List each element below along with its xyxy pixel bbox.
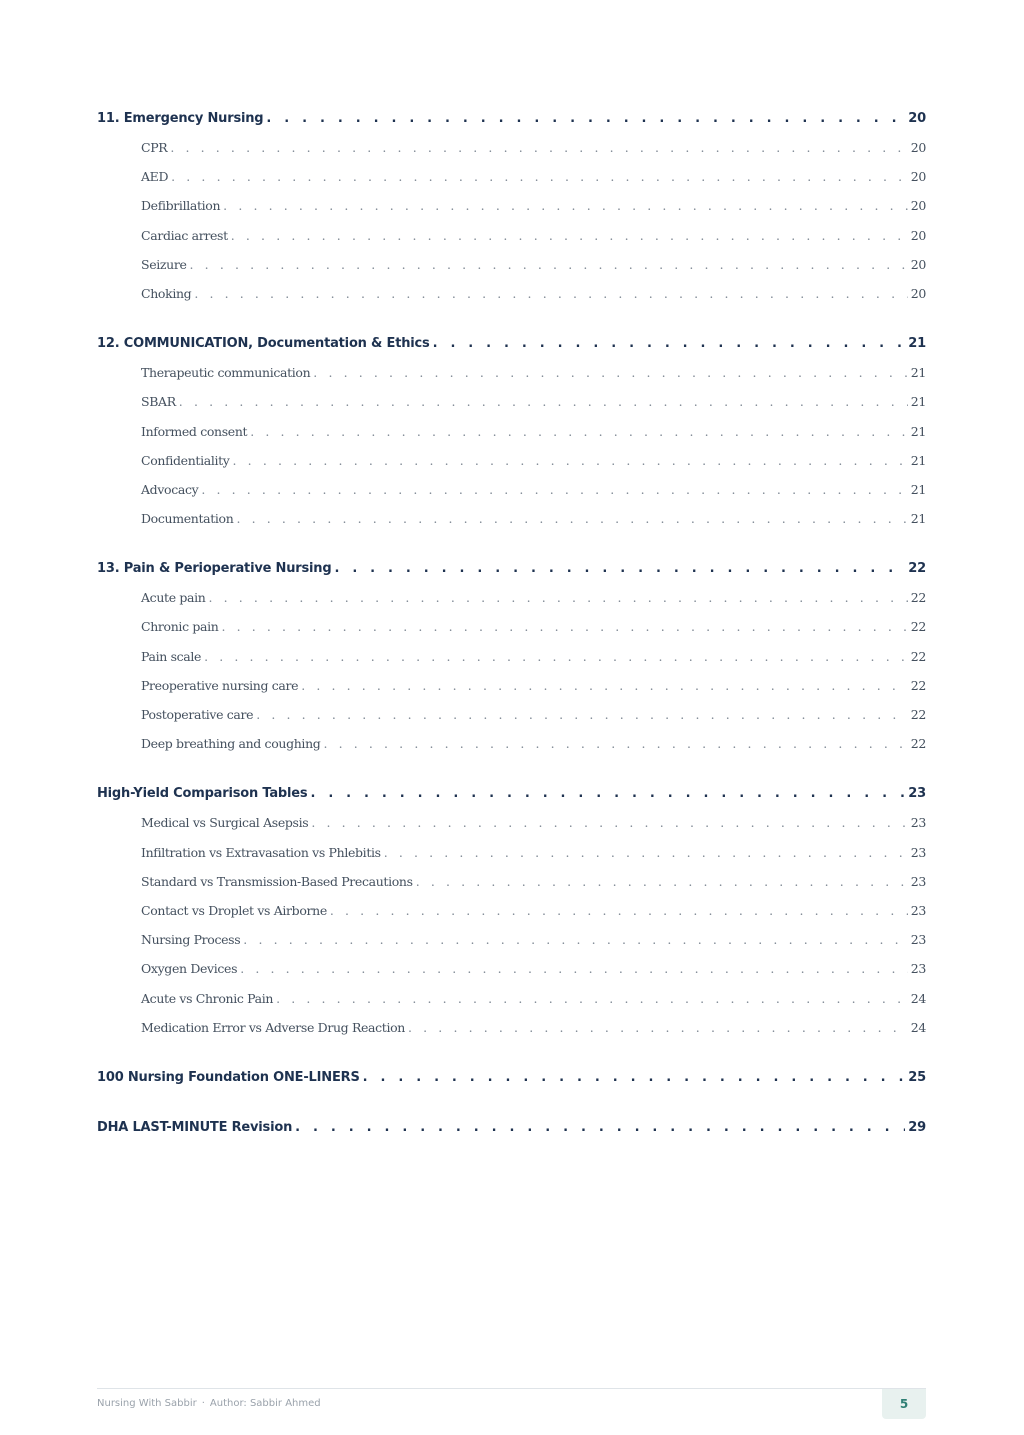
toc-section-heading-page-number: 29 <box>908 1119 926 1135</box>
toc-entry[interactable] <box>97 387 926 416</box>
toc-entry-title: Defibrillation <box>141 198 221 214</box>
dot-leader <box>171 162 908 191</box>
toc-entry-title: CPR <box>141 140 168 155</box>
toc-entry-title: SBAR <box>141 394 176 410</box>
toc-section-heading[interactable] <box>97 104 926 133</box>
toc-entry[interactable] <box>97 504 926 533</box>
toc-entry-page-number: 21 <box>910 365 926 381</box>
toc-entry[interactable] <box>97 612 926 641</box>
footer-text <box>97 1398 321 1409</box>
toc-section-heading[interactable] <box>97 1063 926 1092</box>
toc-entry-title: Seizure <box>141 256 187 272</box>
table-of-contents <box>97 104 926 1163</box>
toc-section-heading[interactable] <box>97 779 926 808</box>
toc-entry-page-number: 20 <box>910 285 926 301</box>
dot-leader <box>334 554 905 583</box>
toc-entry[interactable] <box>97 838 926 867</box>
dot-leader <box>295 1113 905 1142</box>
toc-entry-title: Advocacy <box>141 481 199 497</box>
dot-leader <box>266 104 905 133</box>
toc-entry[interactable] <box>97 984 926 1013</box>
toc-entry-title: Preoperative nursing care <box>141 677 299 693</box>
dot-leader <box>190 250 908 279</box>
dot-leader <box>194 279 907 308</box>
toc-section-heading-title: 100 Nursing Foundation ONE-LINERS <box>97 1069 360 1085</box>
dot-leader <box>223 191 908 220</box>
toc-entry-page-number: 24 <box>910 990 926 1006</box>
toc-entry-page-number: 20 <box>910 198 926 214</box>
toc-entry-page-number: 23 <box>910 815 926 831</box>
dot-leader <box>231 221 908 250</box>
toc-entry[interactable] <box>97 896 926 925</box>
toc-entry-page-number: 22 <box>910 677 926 693</box>
toc-entry-title: Pain scale <box>141 648 202 664</box>
toc-entry-title: Standard vs Transmission-Based Precautions <box>141 873 413 889</box>
toc-entry-title: Documentation <box>141 511 234 527</box>
toc-entry-title: Cardiac arrest <box>141 227 228 243</box>
dot-leader <box>179 387 908 416</box>
toc-entry[interactable] <box>97 867 926 896</box>
toc-section <box>97 104 926 308</box>
dot-leader <box>276 984 908 1013</box>
toc-entry[interactable] <box>97 417 926 446</box>
toc-entry-title: Contact vs Droplet vs Airborne <box>141 902 327 918</box>
toc-entry-title: Confidentiality <box>141 452 230 468</box>
toc-entry[interactable] <box>97 808 926 837</box>
toc-entry[interactable] <box>97 446 926 475</box>
toc-section-heading-page-number: 21 <box>908 336 926 352</box>
toc-entry[interactable] <box>97 475 926 504</box>
toc-section <box>97 329 926 533</box>
toc-entry-page-number: 21 <box>910 423 926 439</box>
toc-entry[interactable] <box>97 250 926 279</box>
toc-entry-page-number: 24 <box>910 1019 926 1035</box>
toc-entry[interactable] <box>97 925 926 954</box>
dot-leader <box>301 671 908 700</box>
toc-entry[interactable] <box>97 133 926 162</box>
page-number-badge: 5 <box>882 1389 926 1419</box>
toc-entry[interactable] <box>97 279 926 308</box>
toc-entry-page-number: 22 <box>910 736 926 752</box>
toc-entry[interactable] <box>97 191 926 220</box>
footer-separator: · <box>201 1398 205 1409</box>
toc-entry[interactable] <box>97 358 926 387</box>
dot-leader <box>243 925 907 954</box>
toc-entry[interactable] <box>97 583 926 612</box>
dot-leader <box>363 1063 906 1092</box>
toc-entry-page-number: 23 <box>910 932 926 948</box>
toc-section-heading-page-number: 22 <box>908 561 926 577</box>
toc-entry-page-number: 23 <box>910 961 926 977</box>
toc-entry-title: Informed consent <box>141 423 248 439</box>
dot-leader <box>221 612 907 641</box>
toc-entry-page-number: 20 <box>910 140 926 155</box>
toc-section-heading-page-number: 23 <box>908 786 926 802</box>
dot-leader <box>433 329 906 358</box>
toc-entry-page-number: 21 <box>910 511 926 527</box>
toc-section-heading-title: 13. Pain & Perioperative Nursing <box>97 561 332 577</box>
toc-section-heading-title: High-Yield Comparison Tables <box>97 786 308 802</box>
toc-section-heading-title: DHA LAST-MINUTE Revision <box>97 1119 293 1135</box>
toc-section-heading[interactable] <box>97 1113 926 1142</box>
toc-section-heading-page-number: 25 <box>908 1069 926 1085</box>
toc-entry-page-number: 22 <box>910 590 926 606</box>
toc-entry-title: AED <box>141 169 169 185</box>
toc-entry-page-number: 21 <box>910 481 926 497</box>
toc-entry-page-number: 20 <box>910 256 926 272</box>
dot-leader <box>204 642 908 671</box>
dot-leader <box>233 446 908 475</box>
toc-entry-title: Deep breathing and coughing <box>141 736 321 752</box>
toc-entry[interactable] <box>97 162 926 191</box>
toc-entry-page-number: 23 <box>910 902 926 918</box>
toc-section <box>97 1113 926 1142</box>
dot-leader <box>330 896 908 925</box>
toc-entry-title: Oxygen Devices <box>141 961 238 977</box>
toc-entry-title: Postoperative care <box>141 707 254 722</box>
dot-leader <box>170 133 907 162</box>
toc-entry-page-number: 22 <box>910 648 926 664</box>
toc-entry-page-number: 20 <box>910 227 926 243</box>
dot-leader <box>313 358 907 387</box>
dot-leader <box>384 838 908 867</box>
toc-entry-page-number: 22 <box>910 707 926 722</box>
toc-entry-page-number: 21 <box>910 452 926 468</box>
footer-author: Author: Sabbir Ahmed <box>209 1398 321 1409</box>
dot-leader <box>201 475 907 504</box>
page-footer <box>97 1388 926 1411</box>
dot-leader <box>311 808 907 837</box>
toc-section <box>97 779 926 1042</box>
dot-leader <box>250 417 908 446</box>
toc-section-heading-title: 12. COMMUNICATION, Documentation & Ethics <box>97 336 430 352</box>
dot-leader <box>240 954 908 983</box>
toc-entry-title: Therapeutic communication <box>141 365 311 381</box>
toc-entry[interactable] <box>97 1013 926 1042</box>
toc-entry-title: Choking <box>141 285 192 301</box>
toc-entry[interactable] <box>97 671 926 700</box>
toc-entry-title: Medication Error vs Adverse Drug Reaction <box>141 1019 406 1035</box>
toc-entry-page-number: 23 <box>910 844 926 860</box>
toc-section-heading[interactable] <box>97 554 926 583</box>
toc-entry-page-number: 20 <box>910 169 926 185</box>
toc-entry[interactable] <box>97 729 926 758</box>
toc-entry[interactable] <box>97 221 926 250</box>
dot-leader <box>256 700 908 729</box>
dot-leader <box>208 583 907 612</box>
dot-leader <box>408 1013 908 1042</box>
toc-entry-title: Chronic pain <box>141 619 219 635</box>
toc-entry-title: Infiltration vs Extravasation vs Phlebitis <box>141 844 381 860</box>
toc-section-heading[interactable] <box>97 329 926 358</box>
toc-entry-title: Acute pain <box>141 590 206 606</box>
dot-leader <box>323 729 907 758</box>
dot-leader <box>416 867 908 896</box>
toc-section <box>97 554 926 758</box>
toc-entry-title: Acute vs Chronic Pain <box>141 990 274 1006</box>
dot-leader <box>236 504 907 533</box>
toc-entry-page-number: 21 <box>910 394 926 410</box>
toc-entry-title: Nursing Process <box>141 932 241 948</box>
toc-entry-page-number: 22 <box>910 619 926 635</box>
dot-leader <box>310 779 905 808</box>
footer-brand: Nursing With Sabbir <box>97 1398 197 1409</box>
toc-entry[interactable] <box>97 642 926 671</box>
toc-section <box>97 1063 926 1092</box>
toc-entry-page-number: 23 <box>910 873 926 889</box>
toc-entry[interactable] <box>97 700 926 729</box>
toc-section-heading-title: 11. Emergency Nursing <box>97 111 264 126</box>
toc-section-heading-page-number: 20 <box>908 111 926 126</box>
toc-entry[interactable] <box>97 954 926 983</box>
toc-entry-title: Medical vs Surgical Asepsis <box>141 815 309 831</box>
